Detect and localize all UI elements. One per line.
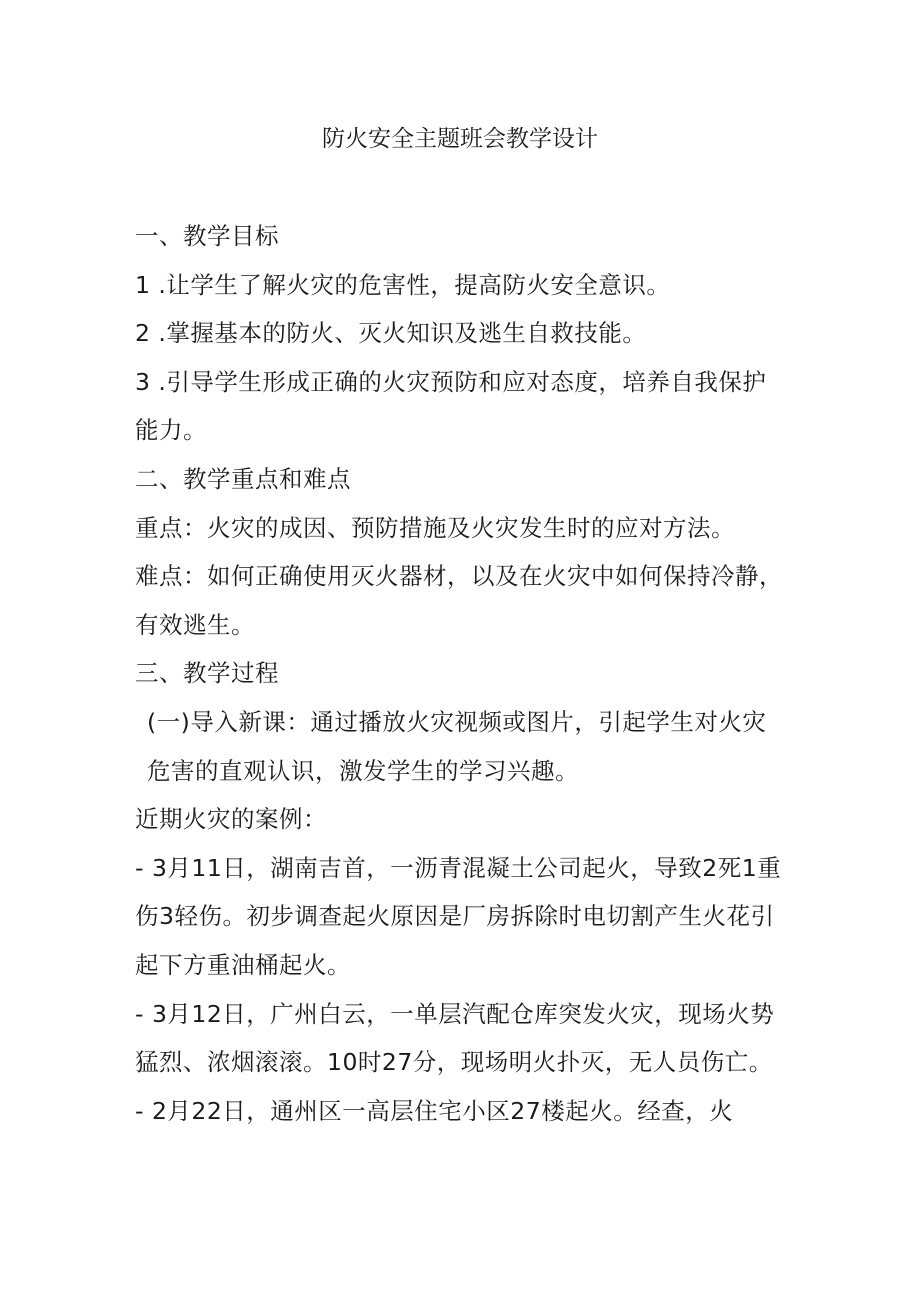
objective-item-2: 2 .掌握基本的防火、灭火知识及逃生自救技能。 <box>135 319 647 348</box>
section-heading-process: 三、教学过程 <box>135 659 279 688</box>
intro-step-paragraph: (一)导入新课：通过播放火灾视频或图片，引起学生对火灾危害的直观认识，激发学生的学习兴趣。 <box>147 707 767 785</box>
section-heading-objectives: 一、教学目标 <box>135 222 279 250</box>
document-title: 防火安全主题班会教学设计 <box>322 126 598 152</box>
recent-cases-heading: 近期火灾的案例： <box>135 805 327 834</box>
objective-item-3: 3 .引导学生形成正确的火灾预防和应对态度，培养自我保护能力。 <box>135 367 767 445</box>
case-item-2: - 3月12日，广州白云，一单层汽配仓库突发火灾，现场火势猛烈、浓烟滚滚。10时27分，现场明火扑灭，无人员伤亡。 <box>135 999 775 1077</box>
case-item-1: - 3月11日，湖南吉首，一沥青混凝土公司起火，导致2死1重伤3轻伤。初步调查起火原因是厂房拆除时电切割产生火花引起下方重油桶起火。 <box>135 853 782 979</box>
key-point-paragraph: 重点：火灾的成因、预防措施及火灾发生时的应对方法。 <box>135 513 735 542</box>
difficulty-paragraph: 难点：如何正确使用灭火器材，以及在火灾中如何保持冷静，有效逃生。 <box>135 562 783 639</box>
case-item-3: - 2月22日，通州区一高层住宅小区27楼起火。经查，火 <box>135 1096 734 1125</box>
document-body <box>135 212 785 1135</box>
objective-item-1: 1 .让学生了解火灾的危害性，提高防火安全意识。 <box>135 270 671 299</box>
section-heading-key-points: 二、教学重点和难点 <box>135 464 351 493</box>
